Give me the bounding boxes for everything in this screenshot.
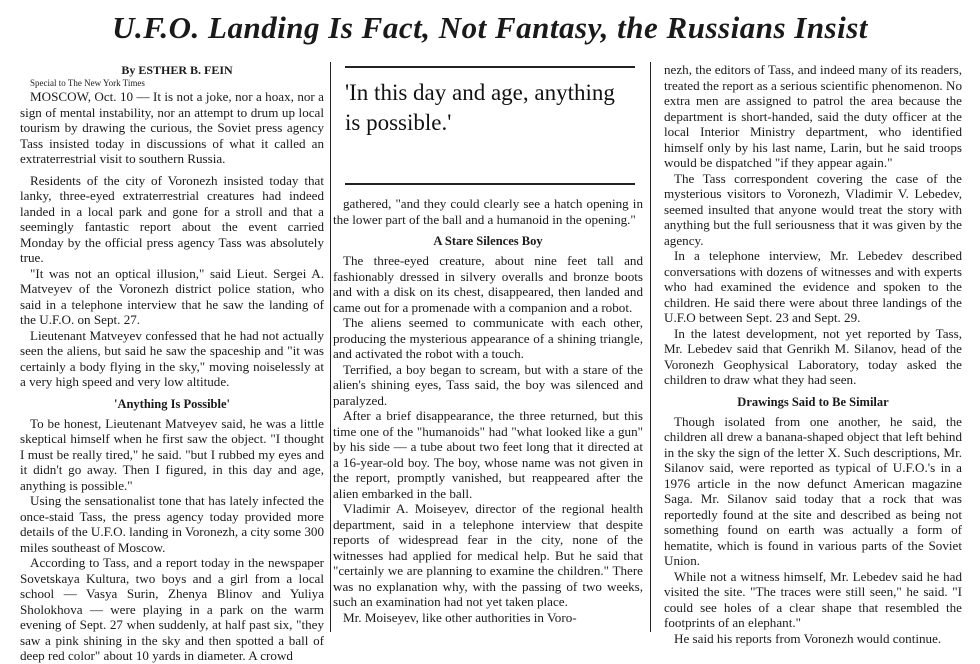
subhead-anything-is-possible: 'Anything Is Possible' <box>113 396 230 411</box>
paragraph: In a telephone interview, Mr. Lebedev described conversations with dozens of witnesses and with experts who had examined the evidence and spoken to the children. He said there were about three landings of the U.F.O between Sept. 23 and Sept. 29. <box>664 248 962 325</box>
pull-quote: 'In this day and age, anything is possible.' <box>345 80 615 135</box>
dateline-credit: Special to The New York Times <box>30 78 145 88</box>
paragraph: Lieutenant Matveyev confessed that he had not actually seen the aliens, but said he saw the spaceship and "it was certainly a body flying in the sky," moving noiselessly at a very high speed and very low altitude. <box>20 327 324 389</box>
column-rule <box>330 62 331 632</box>
paragraph: Mr. Moiseyev, like other authorities in Voro- <box>343 609 577 625</box>
subhead-drawings-said-to-be-similar: Drawings Said to Be Similar <box>737 394 889 409</box>
paragraph: gathered, "and they could clearly see a hatch opening in the lower part of the ball and a humanoid in the opening." <box>333 196 643 227</box>
paragraph: According to Tass, and a report today in the newspaper Sovetskaya Kultura, two boys and a girl from a local school — Vasya Surin, Zhenya Blinov and Yuliya Sholokhova — were playing in a park on the warm evening of Sept. 27 when suddenly, at half past six, "they saw a pink shining in the sky and then spotted a ball of deep red color" about 10 yards in diameter. A crowd <box>20 555 324 663</box>
article-column-1 <box>20 62 324 664</box>
paragraph: Though isolated from one another, he said, the children all drew a banana-shaped object that left behind in the sky the sign of the letter X. Such descriptions, Mr. Silanov said, were reported as typical of U.F.O.'s in a 1976 article in the now defunct American magazine Saga. Mr. Silanov said today that a rock that was reportedly found at the site and described as being not something found on earth was actually a form of hematite, which is found in various parts of the Soviet Union. <box>664 413 962 568</box>
paragraph: Vladimir A. Moiseyev, director of the regional health department, said in a telephone interview that despite reports of widespread fear in the city, none of the witnesses had applied for medical help. But he said that "certainly we are planning to examine the children." There was no explanation why, with the passing of two weeks, such an examination had not yet taken place. <box>333 501 643 609</box>
paragraph: While not a witness himself, Mr. Lebedev said he had visited the site. "The traces were still seen," he said. "I could see holes of a clear shape that resembled the footprints of an elephant." <box>664 568 962 630</box>
paragraph: Using the sensationalist tone that has lately infected the once-staid Tass, the press agency today provided more details of the U.F.O. landing in Voronezh, a city some 300 miles southeast of Moscow. <box>20 493 324 555</box>
article-column-3 <box>664 62 962 646</box>
paragraph: Residents of the city of Voronezh insisted today that lanky, three-eyed extraterrestrial creatures had indeed landed in a local park and gone for a stroll and that a seemingly fantastic report about the event carried Monday by the official press agency Tass was absolutely true. <box>20 172 324 265</box>
paragraph: MOSCOW, Oct. 10 — It is not a joke, nor a hoax, nor a sign of mental instability, nor an attempt to drum up local tourism by drawing the curious, the Soviet press agency Tass insisted today in discussions of what it called an extraterrestrial visit to southern Russia. <box>20 89 324 166</box>
byline: By ESTHER B. FEIN <box>121 63 233 77</box>
paragraph: "It was not an optical illusion," said Lieut. Sergei A. Matveyev of the Voronezh district police station, who said in a telephone interview that he saw the landing of the U.F.O. on Sept. 27. <box>20 265 324 327</box>
paragraph: Terrified, a boy began to scream, but with a stare of the alien's shining eyes, Tass said, the boy was silenced and paralyzed. <box>333 361 643 408</box>
subhead-a-stare-silences-boy: A Stare Silences Boy <box>433 234 543 248</box>
paragraph: The three-eyed creature, about nine feet tall and fashionably dressed in silvery overalls and bronze boots and with a disk on its chest, disappeared, then landed and came out for a promenade with a companion and a robot. <box>333 253 643 315</box>
paragraph: The Tass correspondent covering the case of the mysterious visitors to Voronezh, Vladimir V. Lebedev, seemed insulted that anyone would treat the story with anything but the full seriousness that it was given by the agency. <box>664 170 962 248</box>
headline: U.F.O. Landing Is Fact, Not Fantasy, the Russians Insist <box>112 10 868 45</box>
paragraph: The aliens seemed to communicate with each other, producing the mysterious appearance of a shining triangle, and activated the robot with a touch. <box>333 315 643 361</box>
pull-quote-bottom-rule <box>345 183 635 185</box>
paragraph: After a brief disappearance, the three returned, but this time one of the "humanoids" had "what looked like a gun" by his side — a tube about two feet long that it directed at a 16-year-old boy. The boy, whose name was not given in the report, promptly vanished, but reappeared after the alien embarked in the ball. <box>333 408 643 501</box>
paragraph: He said his reports from Voronezh would continue. <box>674 630 942 646</box>
article-column-2 <box>333 196 643 625</box>
paragraph: nezh, the editors of Tass, and indeed many of its readers, treated the report as a serious scientific phenomenon. No extra men are assigned to patrol the area because the department is short-handed, said the duty officer at the local Interior Ministry department, who identified himself only by his last name, Larin, but he said troops would be dispatched "if they appear again." <box>664 62 962 170</box>
paragraph: To be honest, Lieutenant Matveyev said, he was a little skeptical himself when he first saw the object. "I thought I must be really tired," he said. "but I rubbed my eyes and it didn't go away. Then I figured, in this day and age, anything is possible." <box>20 415 324 493</box>
paragraph: In the latest development, not yet reported by Tass, Mr. Lebedev said that Genrikh M. Silanov, head of the Voronezh Geophysical Laboratory, today asked the children to draw what they had seen. <box>664 325 962 387</box>
column-rule <box>650 62 651 632</box>
pull-quote-top-rule <box>345 66 635 68</box>
